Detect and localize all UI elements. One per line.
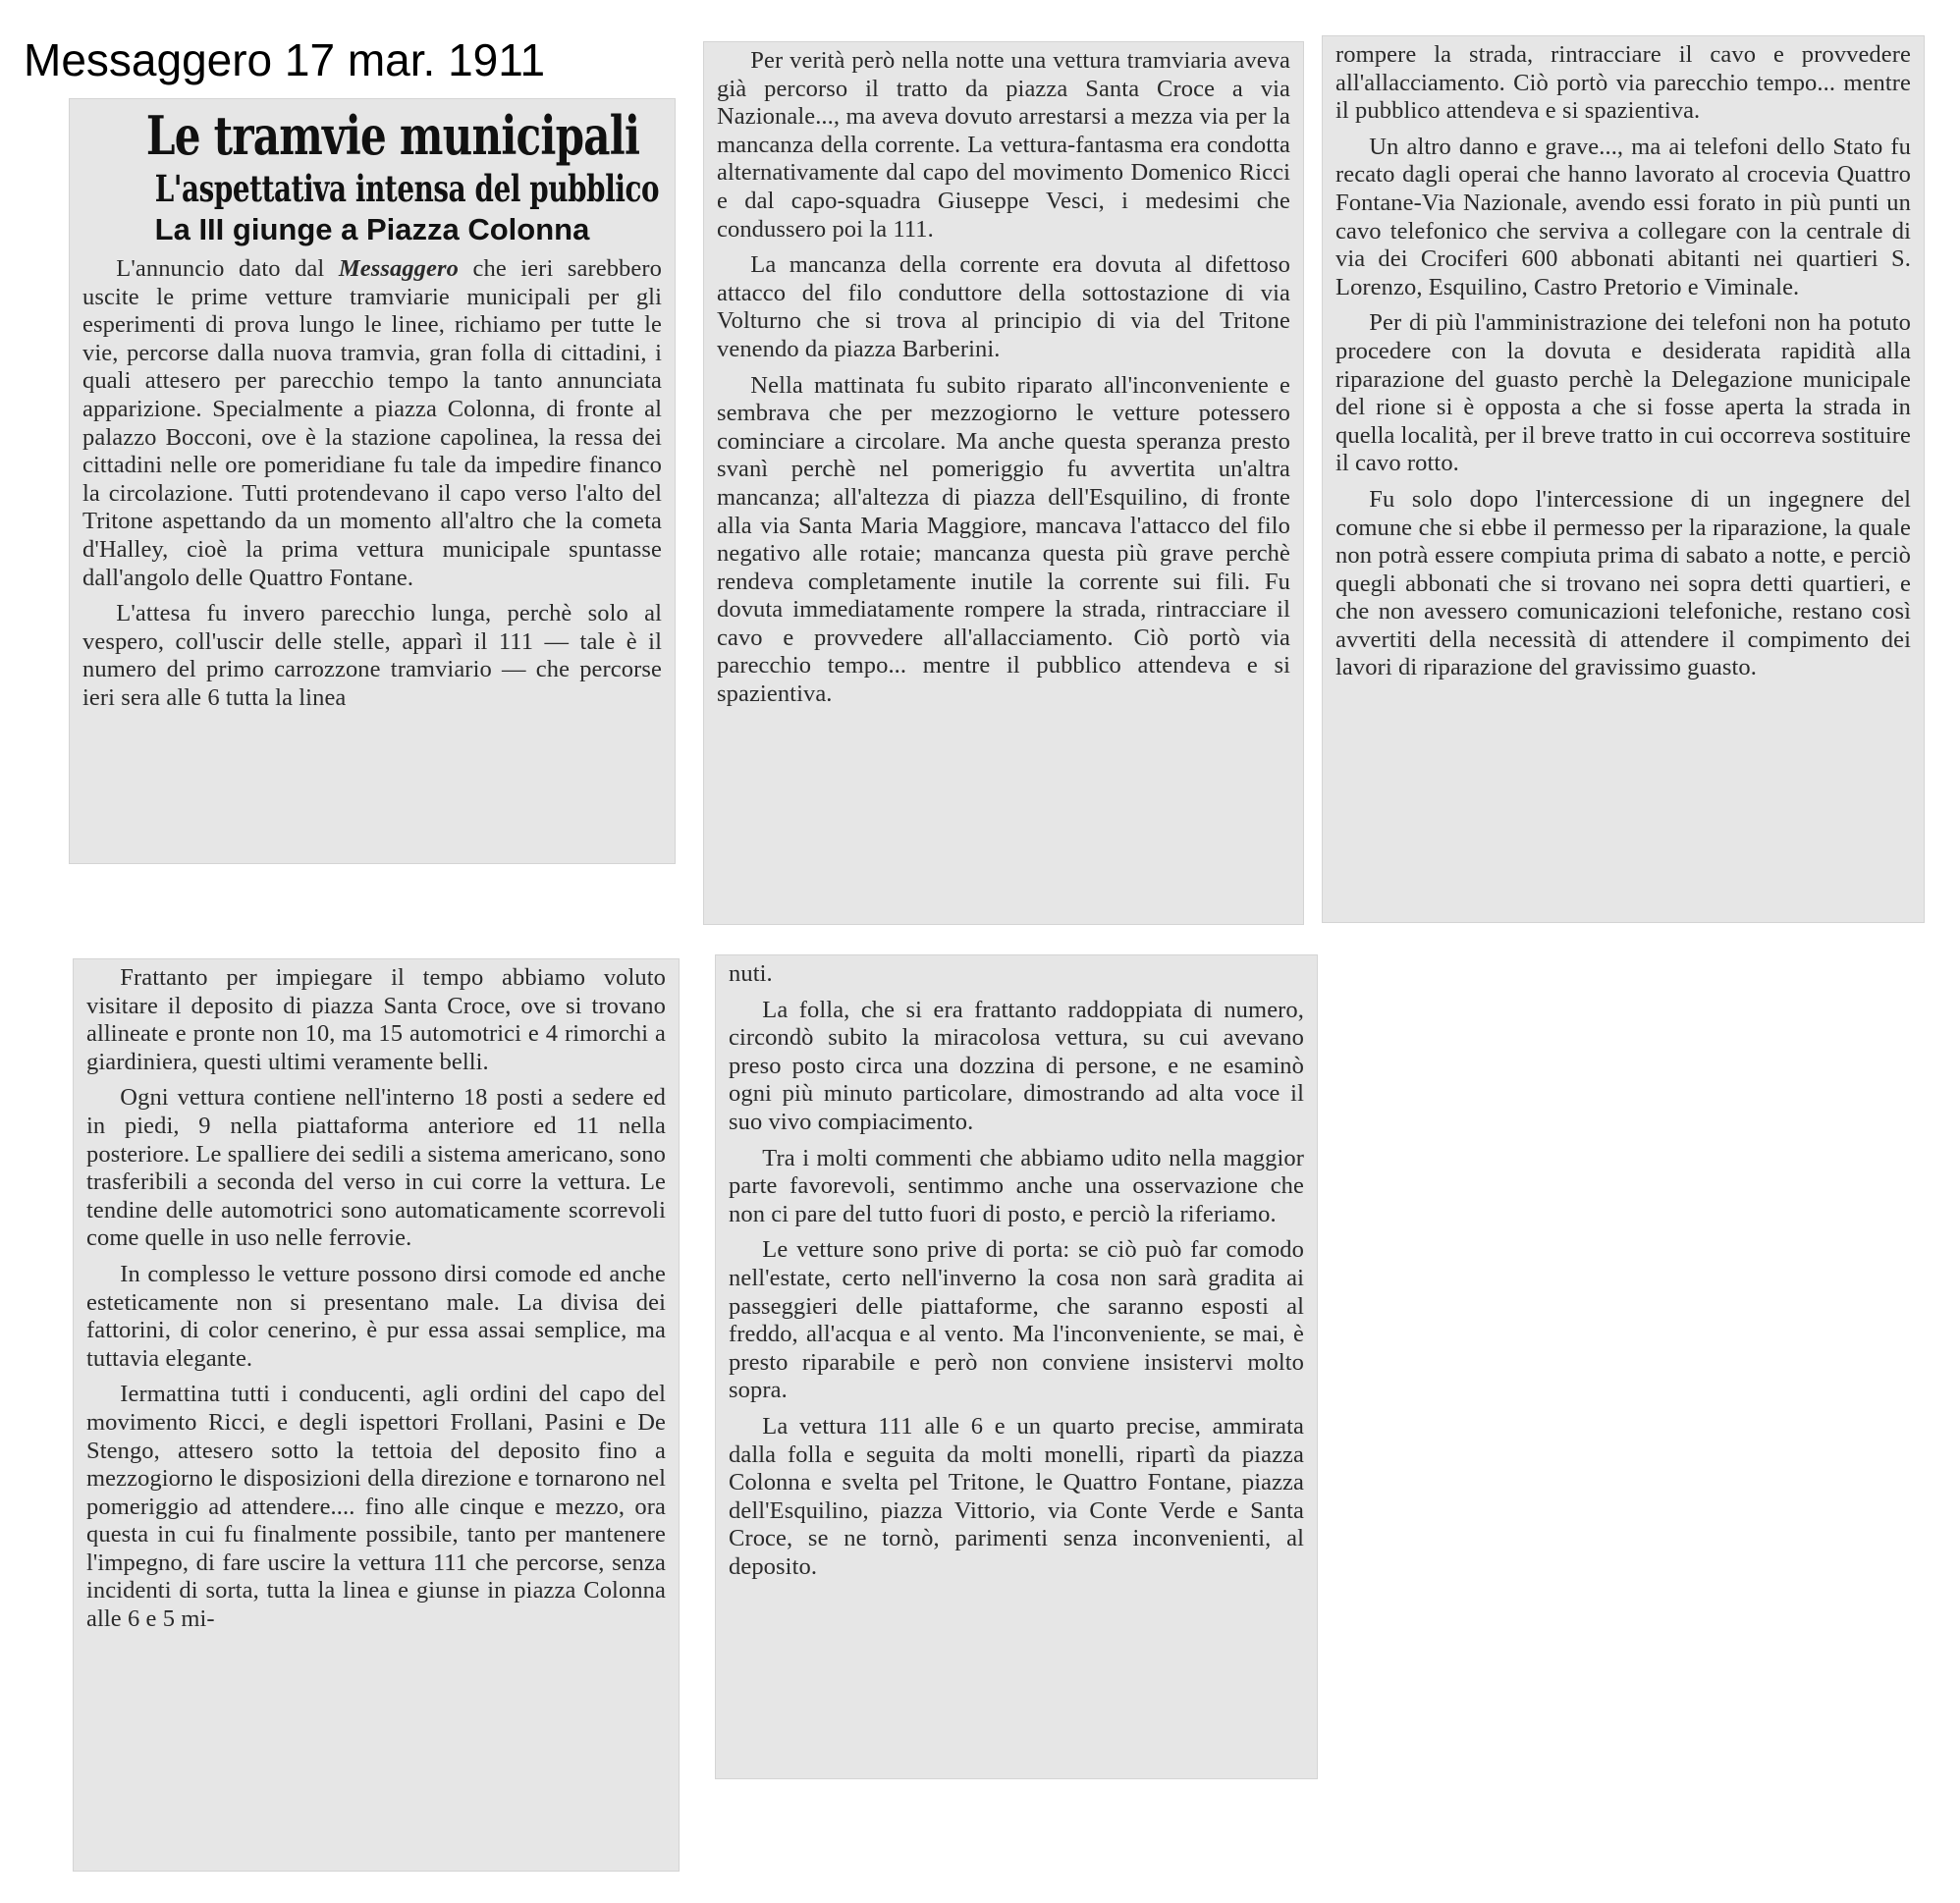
article-subheadline: L'aspettativa intensa del pubblico xyxy=(154,167,660,210)
paragraph: La mancanza della corrente era dovuta al difettoso attacco del filo conduttore della sottostazione di via Volturno che si trova al principio di via del Tritone venendo da piazza Barberini. xyxy=(717,251,1290,362)
paragraph: Frattanto per impiegare il tempo abbiamo voluto visitare il deposito di piazza Santa Croce, ove si trovano allineate e pronte non 10, ma 15 automotrici e 4 rimorchi a giardiniera, questi ultimi veramente belli. xyxy=(86,964,666,1075)
article-headline: Le tramvie municipali xyxy=(145,104,640,167)
clipping-1 xyxy=(69,98,676,864)
paragraph: Un altro danno e grave..., ma ai telefoni dello Stato fu recato dagli operai che hanno lavorato al crocevia Quattro Fontane-Via Nazionale, avendo essi forato in più punti un cavo telefonico che serviva a collegare con la centrale di via dei Crociferi 600 abbonati abitanti nei quartieri S. Lorenzo, Esquilino, Castro Pretorio e Viminale. xyxy=(1335,133,1911,300)
paragraph: Tra i molti commenti che abbiamo udito nella maggior parte favorevoli, sentimmo anche una osservazione che non ci pare del tutto fuori di posto, e perciò la riferiamo. xyxy=(729,1144,1304,1227)
paragraph: Ogni vettura contiene nell'interno 18 posti a sedere ed in piedi, 9 nella piattaforma anteriore ed 11 nella posteriore. Le spalliere dei sedili a sistema americano, sono trasferibili a seconda del verso in cui corre la vettura. Le tendine delle automotrici sono automaticamente scorrevoli come quelle in uso nelle ferrovie. xyxy=(86,1084,666,1252)
clipping-3 xyxy=(1322,35,1925,923)
paragraph: Per verità però nella notte una vettura tramviaria aveva già percorso il tratto da piazza Santa Croce a via Nazionale..., ma aveva dovuto arrestarsi a mezza via per la mancanza della corrente. La vettura-fantasma era condotta alternativamente dal capo del movimento Domenico Ricci e dal capo-squadra Giuseppe Vesci, i medesimi che condussero poi la 111. xyxy=(717,47,1290,243)
paragraph: La folla, che si era frattanto raddoppiata di numero, circondò subito la miracolosa vettura, su cui avevano preso posto circa una dozzina di persone, e ne esaminò ogni più minuto particolare, dimostrando ad alta voce il suo vivo compiacimento. xyxy=(729,996,1304,1135)
paragraph: La vettura 111 alle 6 e un quarto precise, ammirata dalla folla e seguita da molti monelli, ripartì da piazza Colonna e svelta pel Tritone, le Quattro Fontane, piazza dell'Esquilino, piazza Vittorio, via Conte Verde e Santa Croce, se ne tornò, parimenti senza inconvenienti, al deposito. xyxy=(729,1412,1304,1580)
clipping-5 xyxy=(715,954,1318,1779)
paragraph: Nella mattinata fu subito riparato all'inconveniente e sembrava che per mezzogiorno le vetture potessero cominciare a circolare. Ma anche questa speranza presto svanì perchè nel pomeriggio fu avvertita un'altra mancanza; all'altezza di piazza dell'Esquilino, di fronte alla via Santa Maria Maggiore, mancava l'attacco del filo negativo alle rotaie; mancanza questa più grave perchè rendeva completamente inutile la corrente sui fili. Fu dovuta immediatamente rompere la strada, rintracciare il cavo e provvedere all'allacciamento. Ciò portò via parecchio tempo... mentre il pubblico attendeva e si spazientiva. xyxy=(717,371,1290,708)
paragraph: L'annuncio dato dal Messaggero che ieri sarebbero uscite le prime vetture tramviarie municipali per gli esperimenti di prova lungo le linee, richiamo per tutte le vie, percorse dalla nuova tramvia, gran folla di cittadini, i quali attesero per parecchio tempo la tanto annunciata apparizione. Specialmente a piazza Colonna, di fronte al palazzo Bocconi, ove è la stazione capolinea, la ressa dei cittadini nelle ore pomeridiane fu tale da impedire financo la circolazione. Tutti protendevano il capo verso l'alto del Tritone aspettando da un momento all'altro che la cometa d'Halley, cioè la prima vettura municipale spuntasse dall'angolo delle Quattro Fontane. xyxy=(82,255,662,591)
paragraph: nuti. xyxy=(729,960,773,987)
paragraph: L'attesa fu invero parecchio lunga, perchè solo al vespero, coll'uscir delle stelle, apparì il 111 — tale è il numero del primo carrozzone tramviario — che percorse ieri sera alle 6 tutta la linea xyxy=(82,600,662,711)
paragraph: Iermattina tutti i conducenti, agli ordini del capo del movimento Ricci, e degli ispettori Frollani, Pasini e De Stengo, attesero sotto la tettoia del deposito fino a mezzogiorno le disposizioni della direzione e tornarono nel pomeriggio ad attendere.... fino alle cinque e mezzo, ora questa in cui fu finalmente possibile, tanto per mantenere l'impegno, di fare uscire la vettura 111 che percorse, senza incidenti di sorta, tutta la linea e giunse in piazza Colonna alle 6 e 5 mi- xyxy=(86,1381,666,1633)
newspaper-name: Messaggero xyxy=(338,255,459,282)
clipping-2 xyxy=(703,41,1304,925)
paragraph: Fu solo dopo l'intercessione di un ingegnere del comune che si ebbe il permesso per la riparazione, la quale non potrà essere compiuta prima di sabato a notte, e perciò quegli abbonati che si trovano nei sopra detti quartieri, e che non avessero comunicazioni telefoniche, restano così avvertiti della necessità di attendere il compimento dei lavori di riparazione del gravissimo guasto. xyxy=(1335,485,1911,681)
source-label: Messaggero 17 mar. 1911 xyxy=(24,34,546,85)
paragraph: In complesso le vetture possono dirsi comode ed anche esteticamente non si presentano male. La divisa dei fattorini, di color cenerino, è pur essa assai semplice, ma tuttavia elegante. xyxy=(86,1260,666,1372)
paragraph: Le vetture sono prive di porta: se ciò può far comodo nell'estate, certo nell'inverno la cosa non sarà gradita ai passeggieri delle piattaforme, che saranno esposti al freddo, all'acqua e al vento. Ma l'inconveniente, se mai, è presto riparabile e però non conviene insistervi molto sopra. xyxy=(729,1236,1304,1404)
article-subheadline-2: La III giunge a Piazza Colonna xyxy=(154,212,590,246)
clipping-4 xyxy=(73,958,680,1872)
paragraph: Per di più l'amministrazione dei telefoni non ha potuto procedere con la dovuta e desiderata rapidità alla riparazione del guasto perchè la Delegazione municipale del rione si è opposta a che si fosse aperta la strada in quella località, per il breve tratto in cui occorreva sostituire il cavo rotto. xyxy=(1335,309,1912,477)
paragraph: rompere la strada, rintracciare il cavo e provvedere all'allacciamento. Ciò portò via parecchio tempo... mentre il pubblico attendeva e si spazientiva. xyxy=(1335,41,1911,125)
